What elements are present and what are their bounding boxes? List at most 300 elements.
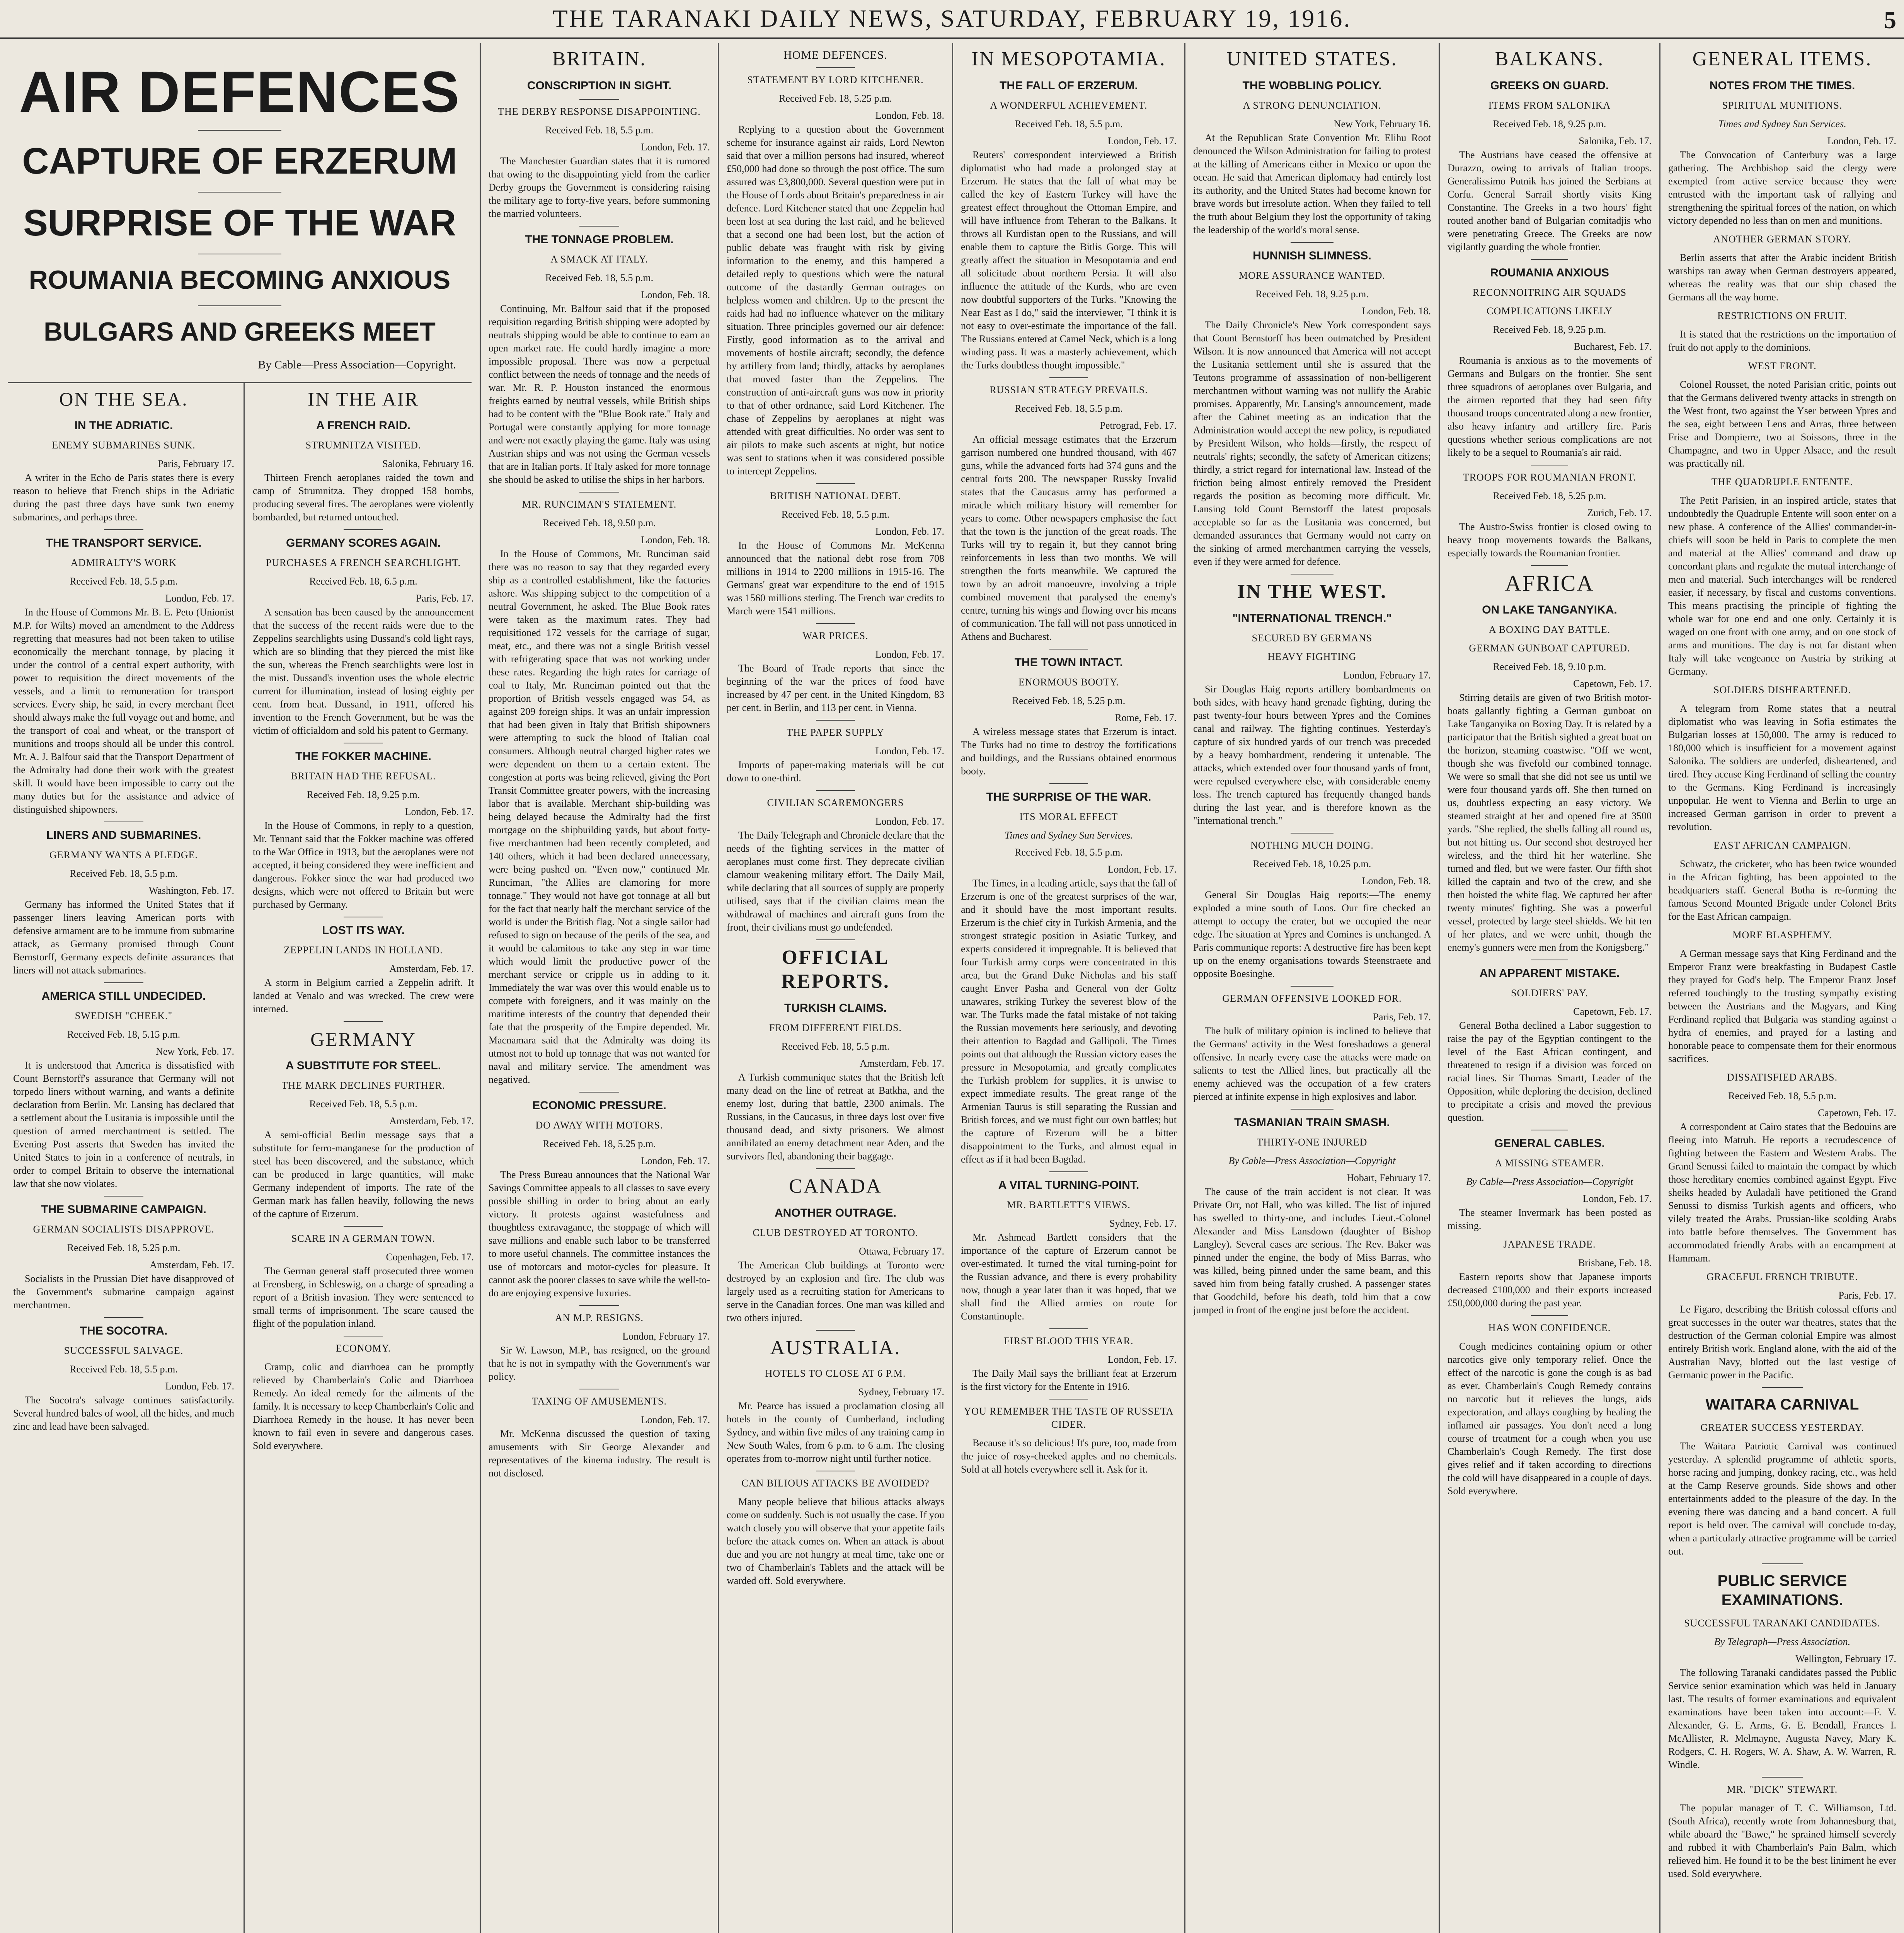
dateline: London, Feb. 17. [165,593,234,604]
advert-headline: ECONOMY. [335,1343,391,1354]
article-body: Sir W. Lawson, M.P., has resigned, on the ground that he is not in sympathy with the Government's war policy. [489,1345,710,1382]
divider [1049,1171,1088,1172]
dateline: Amsterdam, Feb. 17. [150,1259,234,1270]
masthead [0,0,1904,39]
article-body: A storm in Belgium carried a Zeppelin adrift. It landed at Venalo and was wrecked. The crew were interned. [253,977,474,1014]
article-headline: AMERICA STILL UNDECIDED. [41,990,206,1002]
article-body: Imports of paper-making materials will be cut down to one-third. [727,759,944,784]
received-line: Received Feb. 18, 5.5 p.m. [1015,403,1123,414]
dateline: Capetown, Feb. 17. [1573,678,1652,689]
dateline: London, Feb. 17. [875,649,944,660]
dateline: London, Feb. 17. [641,141,710,153]
dateline: Washington, Feb. 17. [148,885,234,896]
column-2 [481,43,718,1933]
divider [1049,783,1088,784]
article-subhead: RECONNOITRING AIR SQUADS [1472,287,1627,298]
divider [816,790,855,791]
divider [816,483,855,484]
article-headline: GERMANY SCORES AGAIN. [286,537,441,549]
article-subhead: THE MARK DECLINES FURTHER. [281,1080,445,1091]
received-line: Received Feb. 18, 5.5 p.m. [1728,1090,1836,1101]
section-title-on-the-sea: ON THE SEA. [59,388,188,410]
article-body: The Convocation of Canterbury was a large gathering. The Archbishop said the clergy were exempted from active service because they were entrusted with the important task of rallying and strengthening the spiritual forces of the nation, on which victory depended no less than on men and munitions. [1668,149,1896,226]
article-headline: TAXING OF AMUSEMENTS. [532,1396,667,1407]
received-line: Received Feb. 18, 5.5 p.m. [1015,847,1123,858]
article-body: Reuters' correspondent interviewed a British diplomatist who had made a prolonged stay at Erzerum. He states that the fall of what may be called the key of Eastern Turkey will have the greatest effect throughout the Ottoman Empire, and will have influence from Teheran to the Balkans. It throws all Kurdistan open to the Russians, and will enable them to capture the Bitlis Gorge. This will greatly affect the situation in Mesopotamia and end all solicitude about northern Persia. It will also influence the attitude of the Kurds, who are even now doubtful supporters of the Turks. "Knowing the Near East as I do," said the interviewer, "I think it is not easy to over-estimate the importance of the fall. The Russians entered at Camel Neck, which is a long winding pass. It was a masterly achievement, which the Turks doubtless thought impossible." [961,149,1177,371]
received-line: Received Feb. 18, 9.25 p.m. [1255,288,1369,300]
article-headline: ON LAKE TANGANYIKA. [1482,603,1617,616]
article-headline: FIRST BLOOD THIS YEAR. [1004,1335,1134,1347]
article-headline: THE TRANSPORT SERVICE. [46,537,202,549]
advert-body: Cramp, colic and diarrhoea can be promptly relieved by Chamberlain's Colic and Diarrhoea Remedy. An ideal remedy for the ailments of the family. It is necessary to keep Chamberlain's Colic and Diarrhoea Remedy in the house. It has never been known to fail even in severe and dangerous cases. Sold everywhere. [253,1361,474,1451]
dateline: Ottawa, February 17. [859,1246,944,1257]
article-headline: RUSSIAN STRATEGY PREVAILS. [989,384,1148,395]
article-body: Schwatz, the cricketer, who has been twice wounded in the African fighting, has been appointed to the headquarters staff. General Botha is re-forming the famous Second Mounted Brigade under Colonel Brits for the East African campaign. [1668,858,1896,922]
article-body: The Manchester Guardian states that it is rumored that owing to the disappointing yield from the earlier Derby groups the Government is considering raising the military age to forty-five years, before summoning the married volunteers. [489,155,710,219]
article-headline: WAITARA CARNIVAL [1705,1396,1859,1413]
article-subhead: ITS MORAL EFFECT [1019,811,1118,822]
source-line: Times and Sydney Sun Services. [1005,830,1133,841]
article-headline: TROOPS FOR ROUMANIAN FRONT. [1463,472,1637,483]
article-body: In the House of Commons Mr. McKenna announced that the national debt rose from 708 millions in 1914 to 2200 millions in 1915-16. The Germans' great war expenditure to the end of 1915 was 1560 millions sterling. The French war credits to March were 1541 millions. [727,540,944,617]
dateline: London, February 17. [622,1331,710,1342]
article-body: Le Figaro, describing the British colossal efforts and great successes in the outer war theatres, states that the destruction of the German colonial Empire was almost entirely British work. England alone, with the aid of the Australian Navy, blotted out the last vestige of Germanic power in the Pacific. [1668,1304,1896,1381]
dateline: London, Feb. 18. [1362,875,1431,886]
received-line: Received Feb. 18, 5.5 p.m. [70,576,178,587]
dateline: Copenhagen, Feb. 17. [386,1251,474,1263]
article-headline: SCARE IN A GERMAN TOWN. [291,1233,436,1244]
article-body: The Daily Chronicle's New York correspondent says that Count Bernstorff has been outmatched by President Wilson. It is now announced that America will not accept the Lusitania settlement until she is assured that the Teutons programme of assassination of non-belligerent merchantmen without warning was not nullify the Arabic promises. Apparently, Mr. Lansing's announcement, made after the Cabinet meeting as an indication that the Administration would accept the new policy, is repudiated by President Wilson, who holds—firstly, the respect of neutrals' rights; secondly, the safety of American citizens; thirdly, a strict regard for international law. Instead of the friction being almost entirely removed the President regards the position as becoming more difficult. Mr. Lansing told Count Bernstorff the latest proposals acceptable so far as the Lusitania was concerned, but demanded assurances that Germany would not carry on the sinking of armed merchantmen carrying the vessels, even if they were armed for defence. [1193,319,1431,567]
article-body: The Press Bureau announces that the National War Savings Committee appeals to all classes to save every possible shilling in order to bring about an early victory. It protests against wastefulness and thoughtless extravagance, the stoppage of which will save millions and enable such labor to be transferred to more useful channels. The committee instances the use of motorcars and motor-cycles for pleasure. It cannot ask the poorer classes to save while the well-to-do are enjoying expensive luxuries. [489,1169,710,1299]
article-body: The American Club buildings at Toronto were destroyed by an explosion and fire. The club was largely used as a recruiting station for Americans to serve in the Canadian forces. One man was killed and two others injured. [727,1260,944,1323]
dateline: Amsterdam, Feb. 17. [860,1058,944,1069]
source-line: By Cable—Press Association—Copyright [1228,1155,1396,1166]
article-headline: ECONOMIC PRESSURE. [532,1099,666,1112]
article-headline: A VITAL TURNING-POINT. [998,1179,1139,1192]
article-headline: THE SUBMARINE CAMPAIGN. [41,1203,206,1216]
article-subhead: ENEMY SUBMARINES SUNK. [52,440,196,451]
section-title-africa: AFRICA [1505,571,1594,596]
article-body: A Turkish communique states that the British left many dead on the line of retreat at Batkha, and the enemy lost, during that battle, 2300 animals. The Russians, in the Caucasus, in three days lost over five thousand dead, and sixty prisoners. We almost annihilated an enemy detachment near Aden, and the survivors fled, abandoning their baggage. [727,1072,944,1162]
dateline: Petrograd, Feb. 17. [1100,420,1177,431]
dateline: London, Feb. 17. [1107,864,1177,875]
article-subhead: ADMIRALTY'S WORK [70,557,177,568]
headline-capture-of-erzerum: CAPTURE OF ERZERUM [22,140,457,182]
article-subhead: HEAVY FIGHTING [1267,651,1357,662]
article-headline: THE PAPER SUPPLY [787,727,884,738]
article-subhead: BRITAIN HAD THE REFUSAL. [291,770,436,782]
article-headline: NOTES FROM THE TIMES. [1709,79,1855,92]
divider [1762,1563,1803,1564]
divider [579,1305,619,1306]
column-1 [0,43,479,1933]
article-body: In the House of Commons Mr. B. E. Peto (Unionist M.P. for Wilts) moved an amendment to the Address regretting that measures had not been taken to utilise economically the merchant tonnage, by placing it under the control of a central expert authority, with power to requisition the direct movements of the vessels, and a limit to remuneration for transport services. Every ship, he said, in every merchant fleet should always make the full voyage out and home, and the transport of coal and wheat, or the transport of munitions and troops should all be under this control. Mr. A. J. Balfour said that the Transport Department of the Admiralty had done their work with the greatest skill. It would have been impossible to carry out the many duties but for the assistance and advice of distinguished shipowners. [13,607,234,815]
article-headline: JAPANESE TRADE. [1503,1239,1596,1250]
dateline: Paris, February 17. [158,458,234,469]
on-the-sea-section [8,383,240,1933]
dateline: New York, February 16. [1333,118,1431,130]
article-headline: TASMANIAN TRAIN SMASH. [1234,1116,1390,1129]
article-body: A telegram from Rome states that a neutral diplomatist who was leaving in Sofia estimates the Bulgarian losses at 150,000. The army is reduced to 180,000 which is insufficient for a movement against Salonika. The soldiers are underfed, disheartened, and tired. They accuse King Ferdinand of selling the country to the Germans. King Ferdinand is increasingly unpopular. He went to Vienna and Berlin to urge an increased German garrison in order to prevent a revolution. [1668,703,1896,832]
newspaper-title: THE TARANAKI DAILY NEWS, SATURDAY, FEBRUARY 19, 1916. [552,5,1352,32]
divider [1291,833,1333,834]
in-the-air-section [247,383,479,1933]
article-body: Berlin asserts that after the Arabic incident British warships ran away when German destroyers appeared, whereas the reality was that our ship chased the Germans all the way home. [1668,252,1896,303]
dateline: London, Feb. 17. [1107,1354,1177,1365]
divider [579,1092,619,1093]
dateline: Wellington, February 17. [1795,1653,1896,1664]
section-title-mesopotamia: IN MESOPOTAMIA. [971,48,1166,70]
article-headline: PUBLIC SERVICE EXAMINATIONS. [1717,1572,1847,1609]
column-rule [244,383,245,1933]
divider [1291,986,1333,987]
article-body: A correspondent at Cairo states that the Bedouins are fleeing into Matruh. He reports a recrudescence of fighting between the Eastern and Western Arabs. The Grand Senussi failed to maintain the compact by which those hereditary enemies combined against Egypt. Five sheiks headed by Auladali have petitioned the Grand Senussi to dismiss Turkish agents and officers, who vilely treated the Arabs. Prussian-like scolding Arabs into battle before themselves. The Government has accommodated friendly Arabs with an encampment at Hammam. [1668,1121,1896,1264]
article-headline: GENERAL CABLES. [1494,1137,1605,1150]
received-line: Received Feb. 18, 5.25 p.m. [1012,695,1126,706]
divider [1049,377,1088,378]
article-subhead: ITEMS FROM SALONIKA [1488,100,1611,111]
article-body: The steamer Invermark has been posted as missing. [1448,1207,1652,1231]
received-line: Received Feb. 18, 5.25 p.m. [779,93,892,104]
article-headline: EAST AFRICAN CAMPAIGN. [1713,840,1851,851]
article-subhead: A WONDERFUL ACHIEVEMENT. [990,100,1148,111]
received-line: Received Feb. 18, 9.25 p.m. [1493,118,1606,130]
divider [1291,242,1333,243]
article-subhead: MR. BARTLETT'S VIEWS. [1007,1199,1131,1210]
article-subhead: THIRTY-ONE INJURED [1257,1137,1368,1148]
article-headline: THE SURPRISE OF THE WAR. [986,791,1151,803]
article-subhead: GERMANY WANTS A PLEDGE. [49,849,198,861]
column-1-subcolumns [8,382,472,1933]
article-headline: AN APPARENT MISTAKE. [1479,967,1620,980]
divider [1531,565,1568,566]
dateline: London, Feb. 17. [641,1155,710,1166]
article-subhead: ENORMOUS BOOTY. [1018,677,1119,688]
article-headline: ANOTHER OUTRAGE. [775,1207,896,1219]
dateline: London, Feb. 17. [875,745,944,757]
received-line: Received Feb. 18, 10.25 p.m. [1253,858,1371,869]
article-headline: THE WOBBLING POLICY. [1242,79,1382,92]
article-subhead: MORE ASSURANCE WANTED. [1238,270,1386,281]
dateline: London, Feb. 17. [165,1381,234,1392]
article-headline: BRITISH NATIONAL DEBT. [770,490,901,501]
headline-bulgars-greeks: BULGARS AND GREEKS MEET [44,317,436,346]
article-headline: A FRENCH RAID. [316,419,410,432]
dateline: London, Feb. 18. [641,289,710,300]
received-line: Received Feb. 18, 5.25 p.m. [1493,490,1606,501]
byline: By Cable—Press Association—Copyright. [258,358,456,371]
dateline: London, Feb. 17. [641,1414,710,1425]
received-line: Received Feb. 18, 5.5 p.m. [545,124,654,136]
article-subhead: A STRONG DENUNCIATION. [1243,100,1381,111]
received-line: Received Feb. 18, 5.15 p.m. [67,1029,181,1040]
article-body: The Austro-Swiss frontier is closed owing to heavy troop movements towards the Balkans, especially towards the Roumanian frontier. [1448,521,1652,559]
advert-headline: CAN BILIOUS ATTACKS BE AVOIDED? [741,1478,930,1489]
dateline: London, Feb. 17. [1827,135,1896,147]
headline-air-defences: AIR DEFENCES [19,59,460,124]
divider [1049,1328,1088,1329]
divider [816,939,855,940]
dateline: London, February 17. [1343,670,1431,681]
article-subhead: STRUMNITZA VISITED. [305,440,421,451]
dateline: Salonika, February 16. [382,458,474,469]
dateline: Sydney, February 17. [858,1386,944,1398]
dateline: Sydney, Feb. 17. [1109,1218,1177,1229]
article-subhead: SOLDIERS' PAY. [1511,987,1588,999]
article-headline: THE SOCOTRA. [80,1324,168,1337]
dateline: London, Feb. 17. [875,526,944,537]
article-subhead: SPIRITUAL MUNITIONS. [1722,100,1843,111]
article-body: A German message says that King Ferdinand and the Emperor Franz were breakfasting in Budapest Castle they prayed for God's help. The Emperor Franz Josef referred touchingly to the trusting sympathy existing between the Austrians and the Magyars, and King Ferdinand replied that Bulgaria was standing against a hydra of enemies, and prayed for a lasting and honorable peace to compensate them for their enormous sacrifices. [1668,948,1896,1064]
dateline: Brisbane, Feb. 18. [1578,1257,1652,1268]
divider [104,529,144,530]
advert-headline: MR. "DICK" STEWART. [1727,1784,1838,1795]
article-body: A semi-official Berlin message says that a substitute for ferro-manganese for the production of steel has been discovered, and the substance, which can be produced in large quantities, will make Germany independent of imports. The rate of the German mark has fallen heavily, following the news of the capture of Erzerum. [253,1129,474,1219]
dateline: London, Feb. 17. [405,806,474,817]
article-subhead: COMPLICATIONS LIKELY [1487,305,1613,317]
divider [816,623,855,624]
dateline: New York, Feb. 17. [156,1046,234,1057]
article-body: Mr. Ashmead Bartlett considers that the importance of the capture of Erzerum cannot be over-estimated. It turned the vital turning-point for the Russian advance, and there is every probability now, though a year later than it was hoped, that we shall find the Allied armies on route for Constantinople. [961,1232,1177,1322]
dateline: London, Feb. 18. [1362,305,1431,317]
headline-roumania-anxious: ROUMANIA BECOMING ANXIOUS [29,265,451,295]
divider [344,1226,383,1227]
article-body: The Daily Telegraph and Chronicle declare that the needs of the fighting services in the matter of aeroplanes must come first. They deprecate civilian clamour weakening military effort. The Daily Mail, while declaring that all sources of supply are properly utilised, says that if the civilian claims mean the withdrawal of machines and aircraft guns from the front, their civilians must go undefended. [727,830,944,933]
article-body: Germany has informed the United States that if passenger liners leaving American ports with defensive armament are to be immune from submarine attack, as Germany promised through Count Bernstorff, Germany expects definite assurances that liners will not attack submarines. [13,899,234,976]
article-subhead: HOTELS TO CLOSE AT 6 P.M. [765,1368,906,1379]
article-body: A writer in the Echo de Paris states there is every reason to believe that French ships in the Adriatic during the past three days have sunk two enemy submarines, and perhaps three. [13,472,234,523]
article-subhead: ZEPPELIN LANDS IN HOLLAND. [284,944,443,956]
article-subhead: DO AWAY WITH MOTORS. [535,1120,663,1131]
section-title-britain: BRITAIN. [552,48,647,70]
article-subhead: GREATER SUCCESS YESTERDAY. [1700,1422,1864,1433]
article-headline: LOST ITS WAY. [322,924,405,937]
divider [198,130,281,131]
section-title-united-states: UNITED STATES. [1226,48,1398,70]
section-title-in-the-air: IN THE AIR [308,388,419,410]
dateline: Hobart, February 17. [1346,1172,1431,1183]
article-headline: NOTHING MUCH DOING. [1250,840,1374,851]
article-subhead: SWEDISH "CHEEK." [75,1010,173,1021]
section-title-general-items: GENERAL ITEMS. [1692,48,1872,70]
dateline: Paris, Feb. 17. [1373,1011,1431,1023]
received-line: Received Feb. 18, 9.50 p.m. [543,517,656,528]
article-body: It is stated that the restrictions on the importation of fruit do not apply to the dominions. [1668,329,1896,353]
article-subhead: A SMACK AT ITALY. [550,254,648,265]
article-body: The Waitara Patriotic Carnival was continued yesterday. A splendid programme of athletic sports, horse racing and jumping, donkey racing, etc., was held at the Camp Reserve grounds. Side shows and other entertainments added to the pleasure of the day. In the evening there was dancing and a band concert. A full report is held over. The carnival will conclude to-day, when a particularly attractive programme will be carried out. [1668,1440,1896,1557]
column-6 [1440,43,1659,1933]
advert-body: Cough medicines containing opium or other narcotics give only temporary relief. Once the effect of the narcotic is gone the cough is as bad as ever. Chamberlain's Cough Remedy contains no narcotic but it relieves the lungs, aids expectoration, and allays coughing by healing the inflamed air passages. You don't need a long course of treatment for a cough when you use Chamberlain's Cough Remedy. The first dose gives relief and if taken according to directions the cold will have disappeared in a couple of days. Sold everywhere. [1448,1341,1652,1497]
article-body: The Times, in a leading article, says that the fall of Erzerum is one of the greatest surprises of the war, and it should have the most important results. Erzerum is the chief city in Turkish Armenia, and the strongest strategic position in Asiatic Turkey, and experts considered it impregnable. It is believed that four Turkish army corps were concentrated in this area, but the Grand Duke Nicholas and his staff caught Enver Pasha and General von der Goltz unawares, striking Turkey the severest blow of the war. The Turks made the fatal mistake of not taking the Russian movements here seriously, and devoting their attention to Bagdad and Gallipoli. The Times points out that although the Russian victory eases the pressure in Mesopotamia, and greatly complicates the Turkish problem for supplies, it is unwise to expect immediate results. The great range of the Armenian Taurus is still separating the Russian and British forces, and we must fight our own battles; but the capture of Erzerum will be a bitter disappointment to the Turks, and almost equal in effect as if it had been Bagdad. [961,878,1177,1165]
article-subhead: GERMAN SOCIALISTS DISAPPROVE. [33,1224,215,1235]
article-body: The cause of the train accident is not clear. It was Private Orr, not Hall, who was killed. The list of injured has swelled to thirty-one, and includes Lieut.-Colonel Alexander and Miss Lansdown (daughter of Bishop Langley). Several cases are serious. The Rev. Baker was pinned under the engine, the body of Miss Barras, who was killed, being pinned under the same beam, and this saved him from being fatally crushed. A passenger states that Goodchild, before his death, told him that a cow jumped in front of the engine just before the accident. [1193,1186,1431,1316]
received-line: Received Feb. 18, 5.5 p.m. [70,1364,178,1375]
dateline: Amsterdam, Feb. 17. [389,963,474,974]
article-body: General Botha declined a Labor suggestion to raise the pay of the Egyptian contingent to the level of the East African contingent, and threatened to resign if a division was forced on racial lines. Sir Thomas Smartt, Leader of the Opposition, while deploring the decision, declined to precipitate a crisis and moved the previous question. [1448,1020,1652,1123]
article-body: Stirring details are given of two British motor-boats gallantly fighting a German gunboat on Lake Tanganyika on Boxing Day. It is related by a participator that the British sighted a great boat on the horizon, steaming coastwise. "Off we went, though she was fivefold our combined tonnage. We were so small that she did not see us until we were four thousand yards off. She then turned on us, doubtless expecting an easy victory. We steamed straight at her and opened fire at 3500 yards. "She replied, the shells falling all round us, but not hitting us. Our second shot destroyed her wireless, and the third hit her waterline. She turned and fled, but we were faster. Our fifth shot killed the captain and two of the crew, and she then hoisted the white flag. We captured her after twenty minutes' fighting. She was a powerful vessel, protected by large steel shields. We hit ten of her plates, and we were unhit, though the enemy's gunners were men from the Konigsberg." [1448,692,1652,953]
article-headline: CONSCRIPTION IN SIGHT. [527,79,672,92]
advert-headline: HAS WON CONFIDENCE. [1488,1322,1611,1333]
received-line: Received Feb. 18, 5.5 p.m. [309,1098,417,1110]
article-headline: DISSATISFIED ARABS. [1727,1072,1838,1083]
divider [344,529,383,530]
received-line: Received Feb. 18, 9.10 p.m. [1493,661,1606,672]
article-subhead: A MISSING STEAMER. [1495,1157,1604,1169]
article-body: The Socotra's salvage continues satisfactorily. Several hundred bales of wool, all the hides, and much zinc and lead have been salvaged. [13,1394,234,1432]
article-body: The Daily Mail says the brilliant feat at Erzerum is the first victory for the Entente in 1916. [961,1368,1177,1392]
advert-body: Many people believe that bilious attacks always come on suddenly. Such is not usually the case. If you watch closely you will observe that your appetite fails before the attack comes on. When an attack is about due and you are not hungry at meal time, take one or two of Chamberlain's Tablets and the attack will be warded off. Sold everywhere. [727,1496,944,1586]
divider [198,305,281,306]
received-line: Received Feb. 18, 5.5 p.m. [781,509,890,520]
divider [104,1196,144,1197]
received-line: Received Feb. 18, 9.25 p.m. [307,789,420,800]
dateline: Paris, Feb. 17. [416,593,474,604]
article-headline: LINERS AND SUBMARINES. [46,829,201,842]
dateline: London, Feb. 18. [641,534,710,545]
article-body: The German general staff prosecuted three women at Frensberg, in Schleswig, on a charge of spreading a report of a British invasion. They were sentenced to small terms of imprisonment. The scare caused the flight of the population inland. [253,1265,474,1329]
article-body: At the Republican State Convention Mr. Elihu Root denounced the Wilson Administration for failing to protest at the killing of Americans either in Mexico or upon the ocean. He said that American diplomacy had entirely lost its authority, and the United States had become known for brave words but irresolute action. When they failed to tell the truth about Belgium they lost the opportunity of taking the leadership of the world's moral sense. [1193,132,1431,235]
article-headline: THE FALL OF ERZERUM. [1000,79,1138,92]
received-line: Received Feb. 18, 5.5 p.m. [781,1041,890,1052]
divider [1762,1777,1803,1778]
article-body: The Austrians have ceased the offensive at Durazzo, owing to arrivals of Italian troops. Generalissimo Putnik has joined the Serbians at Corfu. General Sarrail shortly visits King Constantine. The Greeks in a two hours' fight routed another band of Bulgarian comitadjis who were penetrating Greece. The Greeks are now vigilantly guarding the whole frontier. [1448,149,1652,252]
divider [1531,1315,1568,1316]
divider [579,99,619,100]
divider [579,492,619,493]
advert-headline: YOU REMEMBER THE TASTE OF RUSSETA CIDER. [964,1406,1174,1430]
received-line: Received Feb. 18, 5.5 p.m. [1015,118,1123,130]
dateline: Amsterdam, Feb. 17. [389,1115,474,1127]
received-line: Received Feb. 18, 9.25 p.m. [1493,324,1606,335]
article-body: It is understood that America is dissatisfied with Count Bernstorff's assurance that Germany will not torpedo liners without warning, and wants a definite declaration from Berlin. Mr. Lansing has declared that a settlement about the Lusitania is impossible until the question of armed merchantment is settled. The Evening Post asserts that Sweden has invited the United States to join in a conference of neutrals, in order to compel Britain to observe the international law that she now violates. [13,1060,234,1189]
divider [816,67,855,68]
received-line: Received Feb. 18, 5.5 p.m. [545,272,654,283]
dateline: Capetown, Feb. 17. [1818,1107,1896,1118]
received-line: Received Feb. 18, 5.25 p.m. [543,1138,656,1149]
article-headline: CIVILIAN SCAREMONGERS [767,797,904,808]
article-body: The Petit Parisien, in an inspired article, states that undoubtedly the Quadruple Entente will soon enter on a new phase. A conference of the Allies' commander-in-chiefs will soon be held in Paris to complete the men and material at the Allies' command and draw up concordant plans and regulate the mutual interchange of men and material. Such interchanges will be rendered easier, if necessary, by fiscal and customs conventions. This means practising the principle of fighting the whole war for one end and one only. Certainly it is waged on one front with one army, and on one stock of arms and munitions. The day is not far distant when Italy will take vengeance on Austria by striking at Germany. [1668,495,1896,677]
dateline: Bucharest, Feb. 17. [1574,341,1652,352]
dateline: Capetown, Feb. 17. [1573,1006,1652,1017]
dateline: Salonika, Feb. 17. [1579,135,1652,147]
article-body: Continuing, Mr. Balfour said that if the proposed requisition regarding British shipping were adopted by neutrals shipping would be able to continue to earn an open market rate. He could hardly imagine a more impossible proposal. There was now a perpetual conflict between the needs of tonnage and the needs of war. Mr. R. P. Houston instanced the enormous freights earned by neutral vessels, while British ships had to be content with the "Blue Book rate." Italy and Portugal were constantly applying for more tonnage and were not exactly playing the game. Italy was using Austrian ships and was not using the German vessels that are in Italian ports. If Italy asked for more tonnage she should be asked to utilise the ships in her harbors. [489,303,710,485]
received-line: Received Feb. 18, 5.25 p.m. [67,1242,181,1253]
article-headline: MORE BLASPHEMY. [1732,929,1832,941]
article-subhead: A BOXING DAY BATTLE. [1488,624,1611,635]
article-subhead: SUCCESSFUL TARANAKI CANDIDATES. [1684,1618,1880,1629]
article-headline: GREEKS ON GUARD. [1490,79,1609,92]
divider [344,1021,383,1022]
article-subhead: SUCCESSFUL SALVAGE. [64,1345,184,1356]
article-body: A wireless message states that Erzerum is intact. The Turks had no time to destroy the fortifications and buildings, and the Russians obtained enormous booty. [961,726,1177,777]
article-subhead: THE DERBY RESPONSE DISAPPOINTING. [498,106,701,117]
article-headline: AN M.P. RESIGNS. [555,1312,644,1323]
article-headline: SOLDIERS DISHEARTENED. [1713,684,1851,695]
advert-body: Because it's so delicious! It's pure, too, made from the juice of rosy-cheeked apples and no chemicals. Sold at all hotels everywhere sell it. Ask for it. [961,1437,1177,1475]
divider [198,192,281,193]
dateline: Rome, Feb. 17. [1115,712,1177,723]
article-body: Sir Douglas Haig reports artillery bombardments on both sides, with heavy hand grenade fighting, during the past twenty-four hours between Ypres and the Comines canal and railway. The fighting continues. Yesterday's capture of six hundred yards of our trench was preceded by a heavy bombardment, rendering it untenable. The attacks, which extended over four thousand yards of front, were repulsed everywhere else, with considerable enemy loss. The trench captured has frequently changed hands during the last year, and is therefore known as the "international trench." [1193,684,1431,826]
dateline: London, Feb. 17. [1107,135,1177,147]
article-headline: ROUMANIA ANXIOUS [1490,266,1609,279]
article-body: Replying to a question about the Government scheme for insurance against air raids, Lord Newton said that over a million persons had insured, whereof £50,000 had done so through the post office. The sum assured was £3,800,000. Several question were put in the House of Lords about Britain's preparedness in air defence. Lord Kitchener stated that one Zeppelin had been lost at sea during the last raid, and he believed that a second one had been lost, but the action of public debate was fraught with risk by giving information to the enemy, and this hampered a detailed reply to questions which were the natural outcome of the dastardly German outrages on helpless women and children. Up to the present the raids had had no influence whatever on the military situation. Three principles governed our air defence: Firstly, good information as to the arrival and movements of hostile aircraft; secondly, the defence by artillery from land; thirdly, attacks by aeroplanes that moved faster than the Zeppelins. The construction of anti-aircraft guns was now in priority to that of other ordnance, said Lord Kitchener. The chase of Zeppelins by aeroplanes at night was attended with great difficulties. No order was sent to air pilots to make such ascents at night, but notice was sent to stations when it was considered possible to intercept Zeppelins. [727,124,944,477]
dateline: London, Feb. 17. [1582,1193,1652,1204]
article-body: Eastern reports show that Japanese imports decreased £100,000 and their exports increased £50,000,000 during the past year. [1448,1271,1652,1309]
divider [816,1168,855,1169]
source-line: Times and Sydney Sun Services. [1718,118,1846,130]
section-title-balkans: BALKANS. [1495,48,1604,70]
source-line: By Telegraph—Press Association. [1714,1636,1851,1647]
article-headline: THE QUADRUPLE ENTENTE. [1711,476,1853,488]
dateline: Paris, Feb. 17. [1838,1290,1896,1301]
article-body: An official message estimates that the Erzerum garrison numbered one hundred thousand, with 467 guns, while the advanced forts had 374 guns and the central forts 200. The newspaper Russky Invalid states that the Caucasus army has performed a miracle which military history will remember for years to come. Other newspapers emphasise the fact that the town is the junction of the great roads. The Turks will try to regain it, but they cannot bring reinforcements in less than two months. We will strengthen the forts meanwhile. We captured the town by an adroit manoeuvre, involving a triple combined movement that paralysed the enemy's centre, turning his wings and flowing over his means of communication. The fall will not pass unnoticed in Athens and Bucharest. [961,434,1177,642]
received-line: Received Feb. 18, 5.5 p.m. [70,868,178,879]
divider [1762,1387,1803,1388]
divider [104,982,144,983]
section-title-home-defences: HOME DEFENCES. [783,49,887,61]
article-headline: A SUBSTITUTE FOR STEEL. [285,1059,441,1072]
column-4 [953,43,1184,1933]
advert-body: The popular manager of T. C. Williamson, Ltd. (South Africa), recently wrote from Johannesburg that, while aboard the "Bawe," he sprained himself severely and rubbed it with Chamberlain's Pain Balm, which relieved him. He found it to be the best liniment he ever used. Sold everywhere. [1668,1802,1896,1879]
article-subhead: PURCHASES A FRENCH SEARCHLIGHT. [266,557,461,568]
section-title-canada: CANADA [789,1175,882,1197]
article-body: The Board of Trade reports that since the beginning of the war the prices of food have increased by 47 per cent. in the United Kingdom, 83 per cent. in Berlin, and 113 per cent. in Vienna. [727,663,944,713]
section-title-germany: GERMANY [310,1028,416,1050]
article-headline: THE TONNAGE PROBLEM. [525,233,674,246]
page-number: 5 [1884,6,1896,34]
source-line: By Cable—Press Association—Copyright [1466,1176,1633,1187]
article-body: Thirteen French aeroplanes raided the town and camp of Strumnitza. They dropped 158 bombs, producing several fires. The aeroplanes were violently bombarded, but returned untouched. [253,472,474,523]
divider [816,1330,855,1331]
divider [579,226,619,227]
article-headline: ANOTHER GERMAN STORY. [1713,234,1851,245]
article-headline: WAR PRICES. [802,630,869,641]
divider [1291,1109,1333,1110]
section-title-official-reports: OFFICIAL REPORTS. [781,946,890,992]
article-body: In the House of Commons, Mr. Runciman said there was no reason to say that they regarded every ship as a controlled establishment, like the factories ashore. Was shipping subject to the competition of a neutral Government, he asked. The Blue Book rates were taken as the maximum rates. They had requisitioned 172 vessels for the carriage of sugar, meat, etc., and there was not a single British vessel with refrigerating space that was not working under these rates. Regarding the high rates for carriage of coal to Italy, Mr. Runciman pointed out that the proportion of British vessels engaged was 54, as against 209 foreign ships. It was an unfair impression that had been given in Italy that British shipowners were attempting to suck the blood of Italian coal consumers. Although neutral charged higher rates we were dependent on them to a certain extent. The congestion at ports was being relieved, giving the Port Transit Committee greater powers, with the increasing labor that is available. Merchant ship-building was being delayed because the Admiralty had the first mortgage on the shipbuilding yards, but about forty-five merchantmen had been recently completed, and 140 others, which it had been declared unnecessary, were being pushed on. "Even now," continued Mr. Runciman, "the Allies are clamoring for more tonnage." They would not have got tonnage at all but for the fact that nearly half the merchant service of the world is under the British flag. Not a single sailor had refused to sign on because of the perils of the sea, and it would be calamitous to take any step in war time which would limit the productive power of the merchant service or cripple us in adding to it. Immediately the war was over this would enable us to compete with foreigners, and it was mainly on the maritime interests of the country that depended their fate that the prosperity of the Empire depended. Mr. Macnamara said that the Admiralty was doing its utmost not to hold up tonnage that was not wanted for naval and military service. The amendment was negatived. [489,548,710,1085]
column-7 [1660,43,1904,1933]
section-title-in-the-west: IN THE WEST. [1237,581,1387,603]
dateline: London, Feb. 18. [875,110,944,121]
article-body: Colonel Rousset, the noted Parisian critic, points out that the Germans delivered twenty attacks in strength on the West front, two against the Yser between Ypres and the sea, eight between Lens and Arras, three between Frise and Dompierre, two at Soissons, three in the Champagne, and two in Upper Alsace, and the result was practically nil. [1668,379,1896,469]
dateline: London, Feb. 17. [875,816,944,827]
article-body: The bulk of military opinion is inclined to believe that the Germans' activity in the West foreshadows a general offensive. In nearly every case the attacks were made on salients to test the Allied lines, but practically all the enemy achieved was the occupation of a few craters pierced at infinite expense in high explosives and labor. [1193,1025,1431,1102]
article-headline: TURKISH CLAIMS. [784,1002,887,1014]
article-headline: GERMAN OFFENSIVE LOOKED FOR. [1222,993,1402,1004]
article-headline: IN THE ADRIATIC. [74,419,173,432]
article-headline: "INTERNATIONAL TRENCH." [1232,612,1392,625]
column-5 [1185,43,1439,1933]
article-subhead: CLUB DESTROYED AT TORONTO. [753,1227,918,1238]
article-body: Mr. Pearce has issued a proclamation closing all hotels in the county of Cumberland, including Sydney, and within five miles of any training camp in New South Wales, from 6 p.m. to 6 a.m. The closing operates from to-morrow night until further notice. [727,1400,944,1464]
article-subhead: FROM DIFFERENT FIELDS. [769,1022,902,1033]
section-title-australia: AUSTRALIA. [770,1337,901,1359]
article-headline: THE FOKKER MACHINE. [295,750,431,763]
dateline: Zurich, Feb. 17. [1587,507,1652,518]
article-headline: WEST FRONT. [1748,360,1817,372]
article-headline: RESTRICTIONS ON FRUIT. [1717,310,1847,321]
divider [1531,259,1568,260]
article-subhead: SECURED BY GERMANS [1252,632,1373,644]
divider [104,1317,144,1318]
article-subhead: GERMAN GUNBOAT CAPTURED. [1469,643,1630,654]
article-body: Socialists in the Prussian Diet have disapproved of the Government's submarine campaign against merchantmen. [13,1273,234,1311]
divider [816,720,855,721]
article-body: Roumania is anxious as to the movements of Germans and Bulgars on the frontier. She sent three squadrons of aeroplanes over Bulgaria, and the airmen reported that they had seen fifty thousand troops concentrated along a new frontier, also heavy infantry and artillery fire. Paris questions whether serious complications are not likely to be a sequel to Roumania's air raid. [1448,355,1652,458]
headline-surprise-of-the-war: SURPRISE OF THE WAR [23,202,456,244]
article-headline: THE TOWN INTACT. [1014,656,1123,669]
article-body: General Sir Douglas Haig reports:—The enemy exploded a mine south of Loos. Our fire checked an attempt to occupy the crater, but we occupied the near edge. The situation at Ypres and Comines is unchanged. A Paris communique reports: A destructive fire has been kept up on the enemy organisations towards Steenstraete and opposite Boesinghe. [1193,889,1431,979]
